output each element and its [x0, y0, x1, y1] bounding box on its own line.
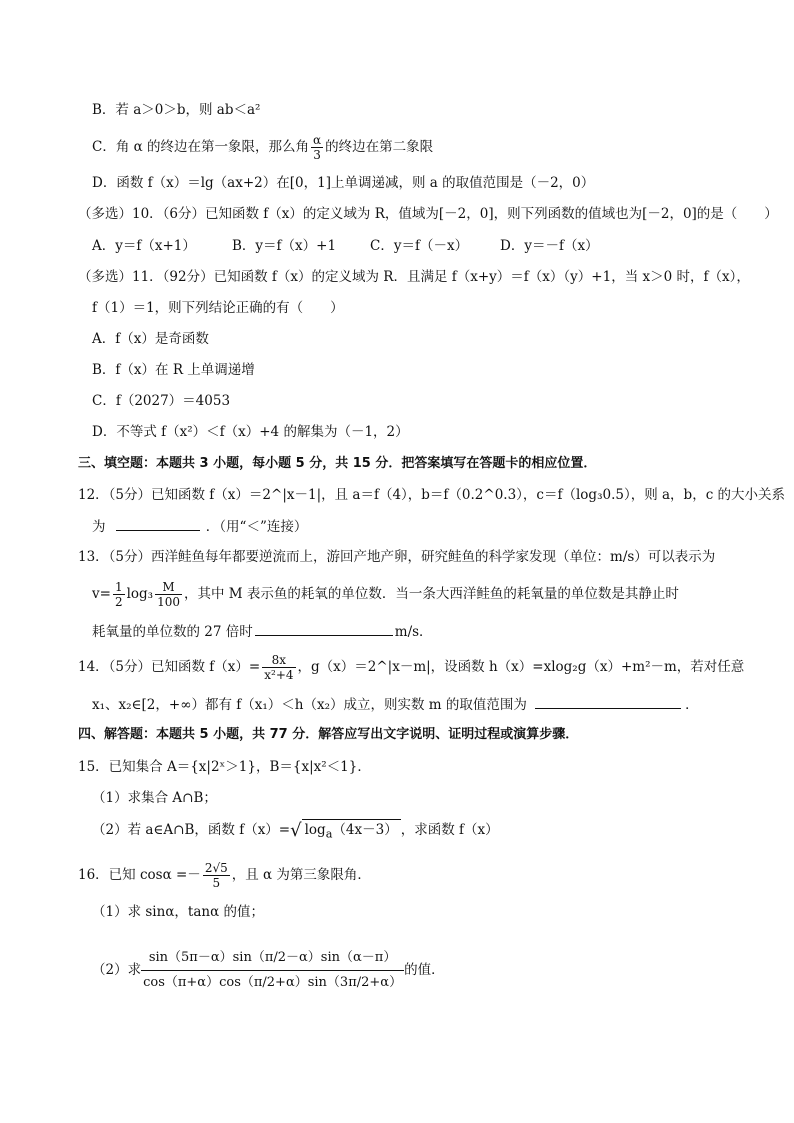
q9-option-c-post: 的终边在第二象限 [325, 139, 434, 155]
q11-stem-line2: f（1）＝1，则下列结论正确的有（ ） [92, 300, 344, 316]
q13-line3-pre: 耗氧量的单位数的 27 倍时 [92, 624, 253, 640]
q12-line2-post: ．（用“＜”连接） [205, 519, 308, 535]
q14-line2-post: ． [685, 697, 699, 713]
q16-stem [78, 858, 371, 892]
fraction-numerator: sin（5π－α）sin（π/2－α）sin（α－π） [148, 950, 397, 965]
fraction-denominator: 5 [203, 875, 230, 890]
q15-part2-post: ，求函数 f（x） [400, 822, 499, 838]
log-argument: （4x－3） [332, 822, 398, 838]
q14-line1-mid: ，g（x）＝2^|x－m|，设函数 h（x）=xlog₂g（x）+m²－m，若对任意 [297, 659, 745, 675]
q16-part1: （1）求 sinα，tanα 的值； [92, 904, 265, 920]
log-base: a [325, 827, 333, 841]
one-half-fraction [113, 580, 125, 609]
q13-line1: 13．（5分）西洋鲑鱼每年都要逆流而上，游回产地产卵，研究鲑鱼的科学家发现（单位：m/s）可以表示为 [78, 549, 716, 565]
q12-answer-blank[interactable] [116, 516, 200, 531]
q9-option-d: D．函数 f（x）＝lg（ax+2）在[0，1]上单调递减，则 a 的取值范围是（－2，0） [92, 175, 595, 191]
q13-formula-v: v= [92, 586, 111, 602]
q13-line3-post: m/s． [394, 624, 433, 640]
q11-option-c: C．f（2027）＝4053 [92, 393, 231, 409]
q14-answer-blank[interactable] [535, 694, 681, 709]
q15-stem: 15．已知集合 A＝{x|2ˣ＞1}，B＝{x|x²＜1}． [78, 759, 371, 775]
q16-part2 [92, 940, 445, 1000]
fraction-numerator: M [162, 580, 175, 594]
q13-line2 [92, 580, 679, 609]
fraction-denominator: 3 [311, 147, 323, 162]
q9-option-c-pre: C．角 α 的终边在第一象限，那么角 [92, 139, 310, 155]
q13-line2-post: ，其中 M 表示鱼的耗氧的单位数．当一条大西洋鲑鱼的耗氧量的单位数是其静止时 [184, 586, 679, 602]
q10-option-c: C．y＝f（－x） [370, 238, 469, 254]
q14-f-fraction [262, 653, 295, 682]
q14-line1 [78, 652, 744, 682]
q12-line2 [92, 516, 307, 537]
log-text: log [304, 822, 326, 838]
q14-line1-pre: 14．（5分）已知函数 f（x）= [78, 659, 261, 675]
q13-answer-blank[interactable] [255, 621, 393, 636]
q16-part2-post: 的值． [404, 962, 445, 978]
q11-option-a: A．f（x）是奇函数 [92, 331, 209, 347]
fraction-denominator: cos（π+α）cos（π/2+α）sin（3π/2+α） [141, 970, 404, 993]
q12-line1: 12．（5分）已知函数 f（x）＝2^|x－1|，且 a＝f（4），b＝f（0.2^0.3），c＝f（log₃0.5），则 a，b，c 的大小关系 [78, 487, 786, 503]
q15-radicand [302, 819, 401, 845]
q13-log-base3: log₃ [126, 586, 154, 602]
alpha-over-three-fraction [311, 133, 323, 162]
q11-option-d: D．不等式 f（x²）＜f（x）+4 的解集为（－1，2） [92, 424, 409, 440]
cos-value-fraction [203, 861, 230, 890]
q11-stem-line1: （多选）11．（92分）已知函数 f（x）的定义域为 R．且满足 f（x+y）＝f（x）（y）+1，当 x＞0 时，f（x）， [78, 269, 750, 285]
q12-line2-pre: 为 [92, 519, 106, 535]
q14-line2-pre: x₁、x₂∈[2，+∞）都有 f（x₁）＜h（x₂）成立，则实数 m 的取值范围为 [92, 697, 527, 713]
fraction-numerator: 2√5 [204, 861, 228, 875]
trig-expression-fraction [141, 948, 404, 993]
fraction-numerator: α [313, 133, 322, 147]
m-over-100-fraction [155, 580, 182, 609]
fraction-denominator: 100 [157, 595, 180, 609]
q10-option-d: D．y＝－f（x） [500, 238, 599, 254]
sqrt-icon: √ [290, 820, 302, 841]
section-3-heading: 三、填空题：本题共 3 小题，每小题 5 分，共 15 分．把答案填写在答题卡的相应位置． [78, 456, 597, 471]
q9-option-c [92, 133, 433, 162]
fraction-denominator: x²+4 [264, 668, 294, 682]
q10-option-b: B．y＝f（x）+1 [232, 238, 337, 254]
q15-part2 [92, 819, 499, 845]
q15-part2-pre: （2）若 a∈A∩B，函数 f（x）= [92, 822, 291, 838]
q16-stem-post: ，且 α 为第三象限角． [231, 867, 371, 883]
q13-line3 [92, 621, 433, 642]
fraction-numerator: 1 [114, 580, 123, 594]
fraction-denominator: 2 [114, 595, 123, 609]
q16-part2-pre: （2）求 [92, 962, 142, 978]
q9-option-b: B．若 a＞0＞b，则 ab＜a² [92, 102, 261, 118]
q10-stem: （多选）10．（6分）已知函数 f（x）的定义域为 R，值域为[－2，0]，则下列函数的值域也为[－2，0]的是（ ） [78, 206, 778, 222]
fraction-numerator: 8x [271, 653, 287, 667]
q16-stem-pre: 16．已知 cosα =－ [78, 867, 201, 883]
q14-line2 [92, 694, 699, 715]
section-4-heading: 四、解答题：本题共 5 小题，共 77 分．解答应写出文字说明、证明过程或演算步骤． [78, 727, 579, 742]
q15-part1: （1）求集合 A∩B； [92, 790, 217, 806]
q11-option-b: B．f（x）在 R 上单调递增 [92, 362, 255, 378]
q10-option-a: A．y＝f（x+1） [92, 238, 196, 254]
